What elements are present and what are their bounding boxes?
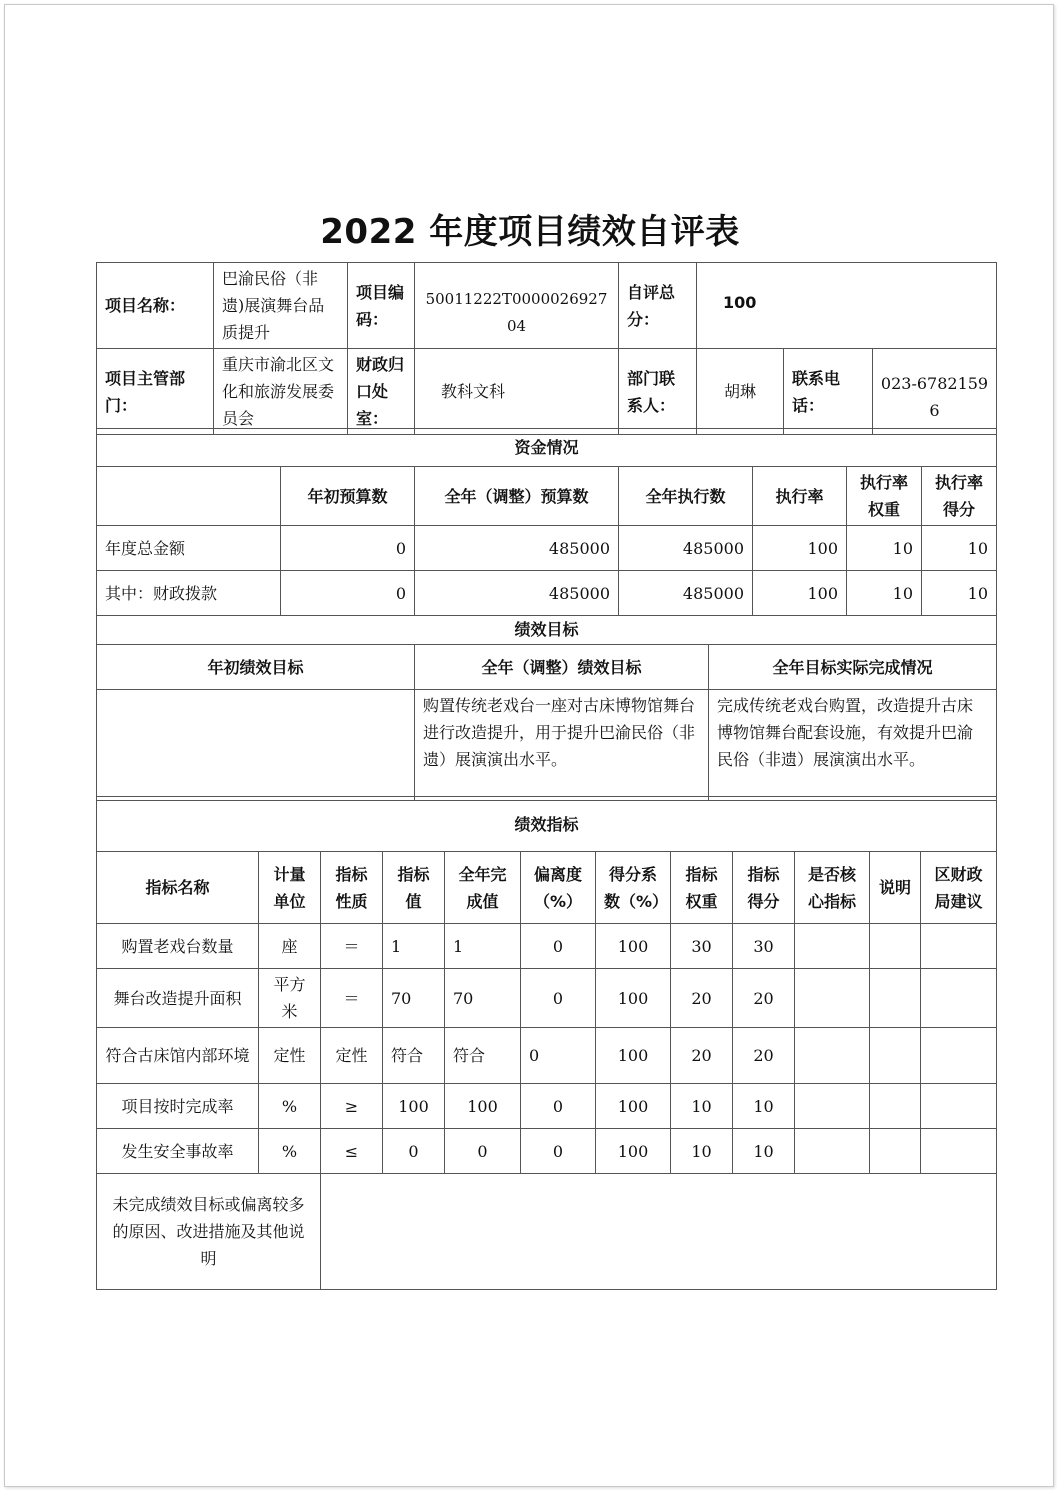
notes-label: 未完成绩效目标或偏离较多的原因、改进措施及其他说明 bbox=[97, 1174, 321, 1290]
indicators-header: 说明 bbox=[870, 852, 921, 924]
contact-label: 部门联系人： bbox=[619, 349, 697, 435]
indicator-row bbox=[97, 1084, 997, 1129]
indicator-unit: 座 bbox=[259, 924, 321, 969]
indicators-header: 全年完成值 bbox=[445, 852, 521, 924]
funds-cell: 100 bbox=[753, 571, 847, 616]
indicator-deviation: 0 bbox=[521, 1028, 596, 1084]
indicator-suggestion bbox=[921, 1129, 997, 1174]
indicator-note bbox=[870, 969, 921, 1028]
indicator-suggestion bbox=[921, 1028, 997, 1084]
phone: 023-67821596 bbox=[873, 349, 997, 435]
project-code: 50011222T000002692704 bbox=[415, 263, 619, 349]
indicator-score: 30 bbox=[733, 924, 795, 969]
indicator-suggestion bbox=[921, 1084, 997, 1129]
goal-actual: 完成传统老戏台购置，改造提升古床博物馆舞台配套设施，有效提升巴渝民俗（非遗）展演演出水平。 bbox=[709, 690, 997, 801]
indicator-target: 1 bbox=[383, 924, 445, 969]
indicators-header: 计量单位 bbox=[259, 852, 321, 924]
indicators-header: 区财政局建议 bbox=[921, 852, 997, 924]
indicator-target: 0 bbox=[383, 1129, 445, 1174]
indicators-table bbox=[96, 796, 997, 1290]
funds-cell: 485000 bbox=[415, 571, 619, 616]
indicator-actual: 70 bbox=[445, 969, 521, 1028]
indicator-core bbox=[795, 924, 870, 969]
funds-header: 执行率得分 bbox=[922, 467, 997, 526]
indicator-target: 70 bbox=[383, 969, 445, 1028]
indicator-nature: ＝ bbox=[321, 924, 383, 969]
indicator-weight: 10 bbox=[671, 1084, 733, 1129]
indicator-name: 项目按时完成率 bbox=[97, 1084, 259, 1129]
indicator-coefficient: 100 bbox=[596, 969, 671, 1028]
indicator-target: 符合 bbox=[383, 1028, 445, 1084]
indicator-row bbox=[97, 924, 997, 969]
indicators-header: 指标权重 bbox=[671, 852, 733, 924]
indicator-name: 符合古床馆内部环境 bbox=[97, 1028, 259, 1084]
indicator-core bbox=[795, 969, 870, 1028]
indicator-unit: 定性 bbox=[259, 1028, 321, 1084]
indicator-name: 发生安全事故率 bbox=[97, 1129, 259, 1174]
page-title: 2022 年度项目绩效自评表 bbox=[320, 212, 740, 252]
dept-label: 项目主管部门： bbox=[97, 349, 214, 435]
indicators-header: 指标得分 bbox=[733, 852, 795, 924]
indicator-weight: 30 bbox=[671, 924, 733, 969]
funds-header: 执行率 bbox=[753, 467, 847, 526]
indicator-suggestion bbox=[921, 924, 997, 969]
self-score: 100 bbox=[697, 263, 997, 349]
goal-initial bbox=[97, 690, 415, 801]
funds-cell: 485000 bbox=[619, 571, 753, 616]
funds-header-blank bbox=[97, 467, 281, 526]
indicator-actual: 符合 bbox=[445, 1028, 521, 1084]
indicator-weight: 10 bbox=[671, 1129, 733, 1174]
goals-section-title: 绩效目标 bbox=[97, 616, 997, 645]
project-name-label: 项目名称： bbox=[97, 263, 214, 349]
project-info-table bbox=[96, 262, 997, 435]
indicator-score: 20 bbox=[733, 1028, 795, 1084]
indicator-weight: 20 bbox=[671, 1028, 733, 1084]
indicator-deviation: 0 bbox=[521, 969, 596, 1028]
funds-goals-table bbox=[96, 428, 997, 801]
indicator-core bbox=[795, 1028, 870, 1084]
notes-content bbox=[321, 1174, 997, 1290]
funds-cell: 0 bbox=[281, 571, 415, 616]
indicators-header: 指标性质 bbox=[321, 852, 383, 924]
funds-section-title: 资金情况 bbox=[97, 429, 997, 467]
indicator-coefficient: 100 bbox=[596, 1084, 671, 1129]
indicator-nature: ≥ bbox=[321, 1084, 383, 1129]
funds-header: 执行率权重 bbox=[847, 467, 922, 526]
contact: 胡琳 bbox=[697, 349, 784, 435]
funds-cell: 10 bbox=[922, 526, 997, 571]
funds-cell: 0 bbox=[281, 526, 415, 571]
indicator-target: 100 bbox=[383, 1084, 445, 1129]
funds-cell: 10 bbox=[922, 571, 997, 616]
indicator-core bbox=[795, 1129, 870, 1174]
funds-cell: 100 bbox=[753, 526, 847, 571]
goals-header: 全年目标实际完成情况 bbox=[709, 645, 997, 690]
funds-header: 年初预算数 bbox=[281, 467, 415, 526]
funds-row-label: 年度总金额 bbox=[97, 526, 281, 571]
goal-adjusted: 购置传统老戏台一座对古床博物馆舞台进行改造提升，用于提升巴渝民俗（非遗）展演演出水平。 bbox=[415, 690, 709, 801]
indicator-note bbox=[870, 1084, 921, 1129]
indicator-score: 10 bbox=[733, 1129, 795, 1174]
funds-cell: 10 bbox=[847, 571, 922, 616]
indicator-row bbox=[97, 1028, 997, 1084]
self-score-label: 自评总分： bbox=[619, 263, 697, 349]
indicator-row bbox=[97, 969, 997, 1028]
indicator-score: 10 bbox=[733, 1084, 795, 1129]
goals-header: 年初绩效目标 bbox=[97, 645, 415, 690]
finance: 教科文科 bbox=[415, 349, 619, 435]
indicator-unit: % bbox=[259, 1084, 321, 1129]
indicator-actual: 1 bbox=[445, 924, 521, 969]
indicator-coefficient: 100 bbox=[596, 924, 671, 969]
funds-header: 全年（调整）预算数 bbox=[415, 467, 619, 526]
funds-cell: 10 bbox=[847, 526, 922, 571]
indicator-coefficient: 100 bbox=[596, 1129, 671, 1174]
finance-label: 财政归口处室： bbox=[348, 349, 415, 435]
indicator-note bbox=[870, 1028, 921, 1084]
project-name: 巴渝民俗（非遗)展演舞台品质提升 bbox=[214, 263, 348, 349]
indicator-actual: 100 bbox=[445, 1084, 521, 1129]
indicator-note bbox=[870, 1129, 921, 1174]
indicator-unit: 平方米 bbox=[259, 969, 321, 1028]
indicator-weight: 20 bbox=[671, 969, 733, 1028]
indicators-header: 指标名称 bbox=[97, 852, 259, 924]
indicator-coefficient: 100 bbox=[596, 1028, 671, 1084]
indicator-note bbox=[870, 924, 921, 969]
indicator-nature: ＝ bbox=[321, 969, 383, 1028]
indicator-unit: % bbox=[259, 1129, 321, 1174]
indicator-name: 购置老戏台数量 bbox=[97, 924, 259, 969]
indicator-actual: 0 bbox=[445, 1129, 521, 1174]
indicator-row bbox=[97, 1129, 997, 1174]
phone-label: 联系电话： bbox=[784, 349, 873, 435]
funds-cell: 485000 bbox=[415, 526, 619, 571]
dept: 重庆市渝北区文化和旅游发展委员会 bbox=[214, 349, 348, 435]
indicators-section-title: 绩效指标 bbox=[97, 797, 997, 852]
indicator-core bbox=[795, 1084, 870, 1129]
funds-cell: 485000 bbox=[619, 526, 753, 571]
indicator-nature: 定性 bbox=[321, 1028, 383, 1084]
indicators-header: 偏离度（%） bbox=[521, 852, 596, 924]
indicator-deviation: 0 bbox=[521, 1084, 596, 1129]
funds-row-label: 其中：财政拨款 bbox=[97, 571, 281, 616]
indicator-nature: ≤ bbox=[321, 1129, 383, 1174]
indicator-suggestion bbox=[921, 969, 997, 1028]
indicators-header: 是否核心指标 bbox=[795, 852, 870, 924]
funds-header: 全年执行数 bbox=[619, 467, 753, 526]
indicator-name: 舞台改造提升面积 bbox=[97, 969, 259, 1028]
indicator-score: 20 bbox=[733, 969, 795, 1028]
indicator-deviation: 0 bbox=[521, 924, 596, 969]
indicators-header: 得分系数（%） bbox=[596, 852, 671, 924]
goals-header: 全年（调整）绩效目标 bbox=[415, 645, 709, 690]
project-code-label: 项目编码： bbox=[348, 263, 415, 349]
indicators-header: 指标值 bbox=[383, 852, 445, 924]
indicator-deviation: 0 bbox=[521, 1129, 596, 1174]
